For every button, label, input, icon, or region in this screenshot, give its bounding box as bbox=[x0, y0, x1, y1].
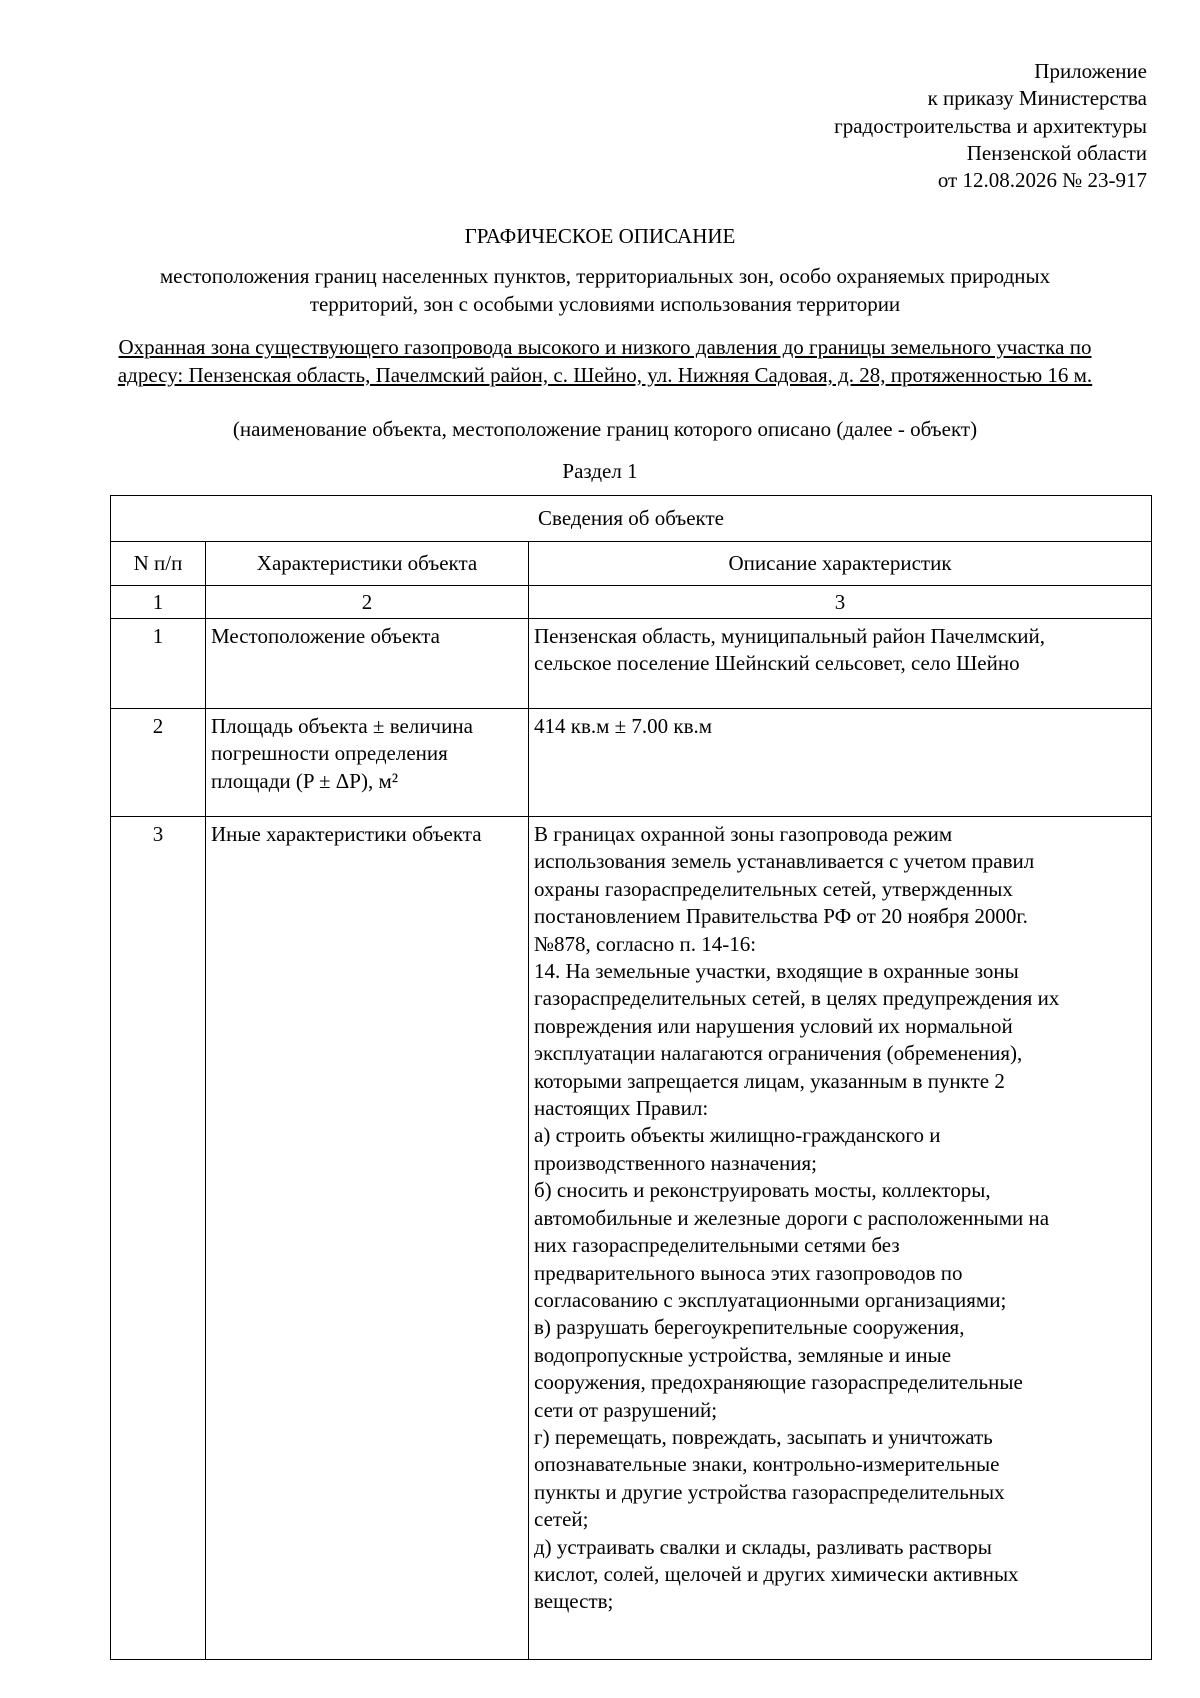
description-line: согласованию с эксплуатационными организациями; bbox=[534, 1287, 1007, 1312]
description-line: автомобильные и железные дороги с расположенными на bbox=[534, 1205, 1050, 1230]
table-row bbox=[111, 709, 1152, 817]
characteristic-line: погрешности определения bbox=[211, 741, 448, 766]
description-line: кислот, солей, щелочей и других химически активных bbox=[534, 1561, 1019, 1586]
object-info-table bbox=[110, 495, 1152, 1660]
description-line: сооружения, предохраняющие газораспределительные bbox=[534, 1370, 1023, 1395]
table-header-row bbox=[111, 542, 1152, 586]
description-line: охраны газораспределительных сетей, утвержденных bbox=[534, 876, 1013, 901]
table-caption-row bbox=[111, 496, 1152, 542]
description-line: повреждения или нарушения условий их нормальной bbox=[534, 1013, 1013, 1038]
row-description bbox=[529, 709, 1152, 817]
description-line: в) разрушать берегоукрепительные сооружения, bbox=[534, 1315, 965, 1340]
section-heading: Раздел 1 bbox=[562, 459, 638, 483]
row-characteristic: Иные характеристики объекта bbox=[206, 817, 529, 1660]
description-line: 414 кв.м ± 7.00 кв.м bbox=[534, 714, 713, 738]
header-description: Описание характеристик bbox=[529, 542, 1152, 586]
description-line: использования земель устанавливается с учетом правил bbox=[534, 849, 1035, 874]
description-line: водопропускные устройства, земляные и иные bbox=[534, 1342, 952, 1367]
description-line: сельское поселение Шейнский сельсовет, село Шейно bbox=[534, 651, 1020, 676]
table-row bbox=[111, 817, 1152, 1660]
row-description bbox=[529, 817, 1152, 1660]
description-line: которыми запрещается лицам, указанным в пункте 2 bbox=[534, 1068, 1005, 1093]
appendix-line: Пензенской области bbox=[966, 140, 1147, 165]
row-characteristic: Местоположение объекта bbox=[206, 619, 529, 709]
column-number: 3 bbox=[529, 586, 1152, 619]
object-name-note: (наименование объекта, местоположение границ которого описано (далее - объект) bbox=[232, 417, 978, 441]
appendix-block bbox=[834, 58, 1147, 194]
column-number: 1 bbox=[111, 586, 206, 619]
appendix-line: градостроительства и архитектуры bbox=[834, 113, 1147, 138]
description-line: №878, согласно п. 14-16: bbox=[534, 931, 757, 956]
appendix-line: Приложение bbox=[1034, 59, 1147, 83]
table-row bbox=[111, 619, 1152, 709]
description-line: них газораспределительными сетями без bbox=[534, 1233, 900, 1258]
description-line: а) строить объекты жилищно-гражданского и bbox=[534, 1123, 941, 1148]
row-number: 1 bbox=[111, 619, 206, 709]
row-characteristic bbox=[206, 709, 529, 817]
description-line: д) устраивать свалки и склады, разливать растворы bbox=[534, 1534, 992, 1559]
row-description bbox=[529, 619, 1152, 709]
characteristic-line: Площадь объекта ± величина bbox=[211, 714, 473, 738]
description-line: пункты и другие устройства газораспределительных bbox=[534, 1479, 1005, 1504]
header-number: N п/п bbox=[111, 542, 206, 586]
description-line: настоящих Правил: bbox=[534, 1096, 709, 1121]
document-title: ГРАФИЧЕСКОЕ ОПИСАНИЕ bbox=[464, 224, 736, 248]
description-line: предварительного выноса этих газопроводов по bbox=[534, 1260, 963, 1285]
document-subtitle: местоположения границ населенных пунктов, территориальных зон, особо охраняемых природных территорий, зон с особыми условиями использования территории bbox=[159, 264, 1051, 316]
characteristic-line: площади (P ± ΔP), м² bbox=[211, 768, 399, 793]
appendix-line: от 12.08.2026 № 23-917 bbox=[937, 168, 1147, 193]
description-line: г) перемещать, повреждать, засыпать и уничтожать bbox=[534, 1424, 993, 1449]
header-characteristic: Характеристики объекта bbox=[206, 542, 529, 586]
row-number: 3 bbox=[111, 817, 206, 1660]
description-line: производственного назначения; bbox=[534, 1150, 817, 1175]
column-number: 2 bbox=[206, 586, 529, 619]
description-line: сетей; bbox=[534, 1507, 589, 1532]
description-line: опознавательные знаки, контрольно-измерительные bbox=[534, 1452, 1000, 1477]
column-number-row bbox=[111, 586, 1152, 619]
description-line: постановлением Правительства РФ от 20 ноября 2000г. bbox=[534, 904, 1028, 929]
description-line: 14. На земельные участки, входящие в охранные зоны bbox=[534, 959, 1019, 984]
description-line: газораспределительных сетей, в целях предупреждения их bbox=[534, 986, 1060, 1011]
table-caption: Сведения об объекте bbox=[111, 496, 1152, 542]
description-line: сети от разрушений; bbox=[534, 1397, 718, 1422]
appendix-line: к приказу Министерства bbox=[927, 86, 1147, 111]
description-line: веществ; bbox=[534, 1589, 614, 1614]
description-line: В границах охранной зоны газопровода режим bbox=[534, 822, 953, 846]
object-name: Охранная зона существующего газопровода высокого и низкого давления до границы земельного участка по адресу: Пензенская область, Пачелмский район, с. Шейно, ул. Нижняя Садовая, д. 28, протяженностью 16 м. bbox=[117, 335, 1093, 387]
description-line: б) сносить и реконструировать мосты, коллекторы, bbox=[534, 1178, 991, 1203]
description-line: Пензенская область, муниципальный район Пачелмский, bbox=[534, 624, 1046, 648]
description-line: эксплуатации налагаются ограничения (обременения), bbox=[534, 1041, 1023, 1066]
row-number: 2 bbox=[111, 709, 206, 817]
